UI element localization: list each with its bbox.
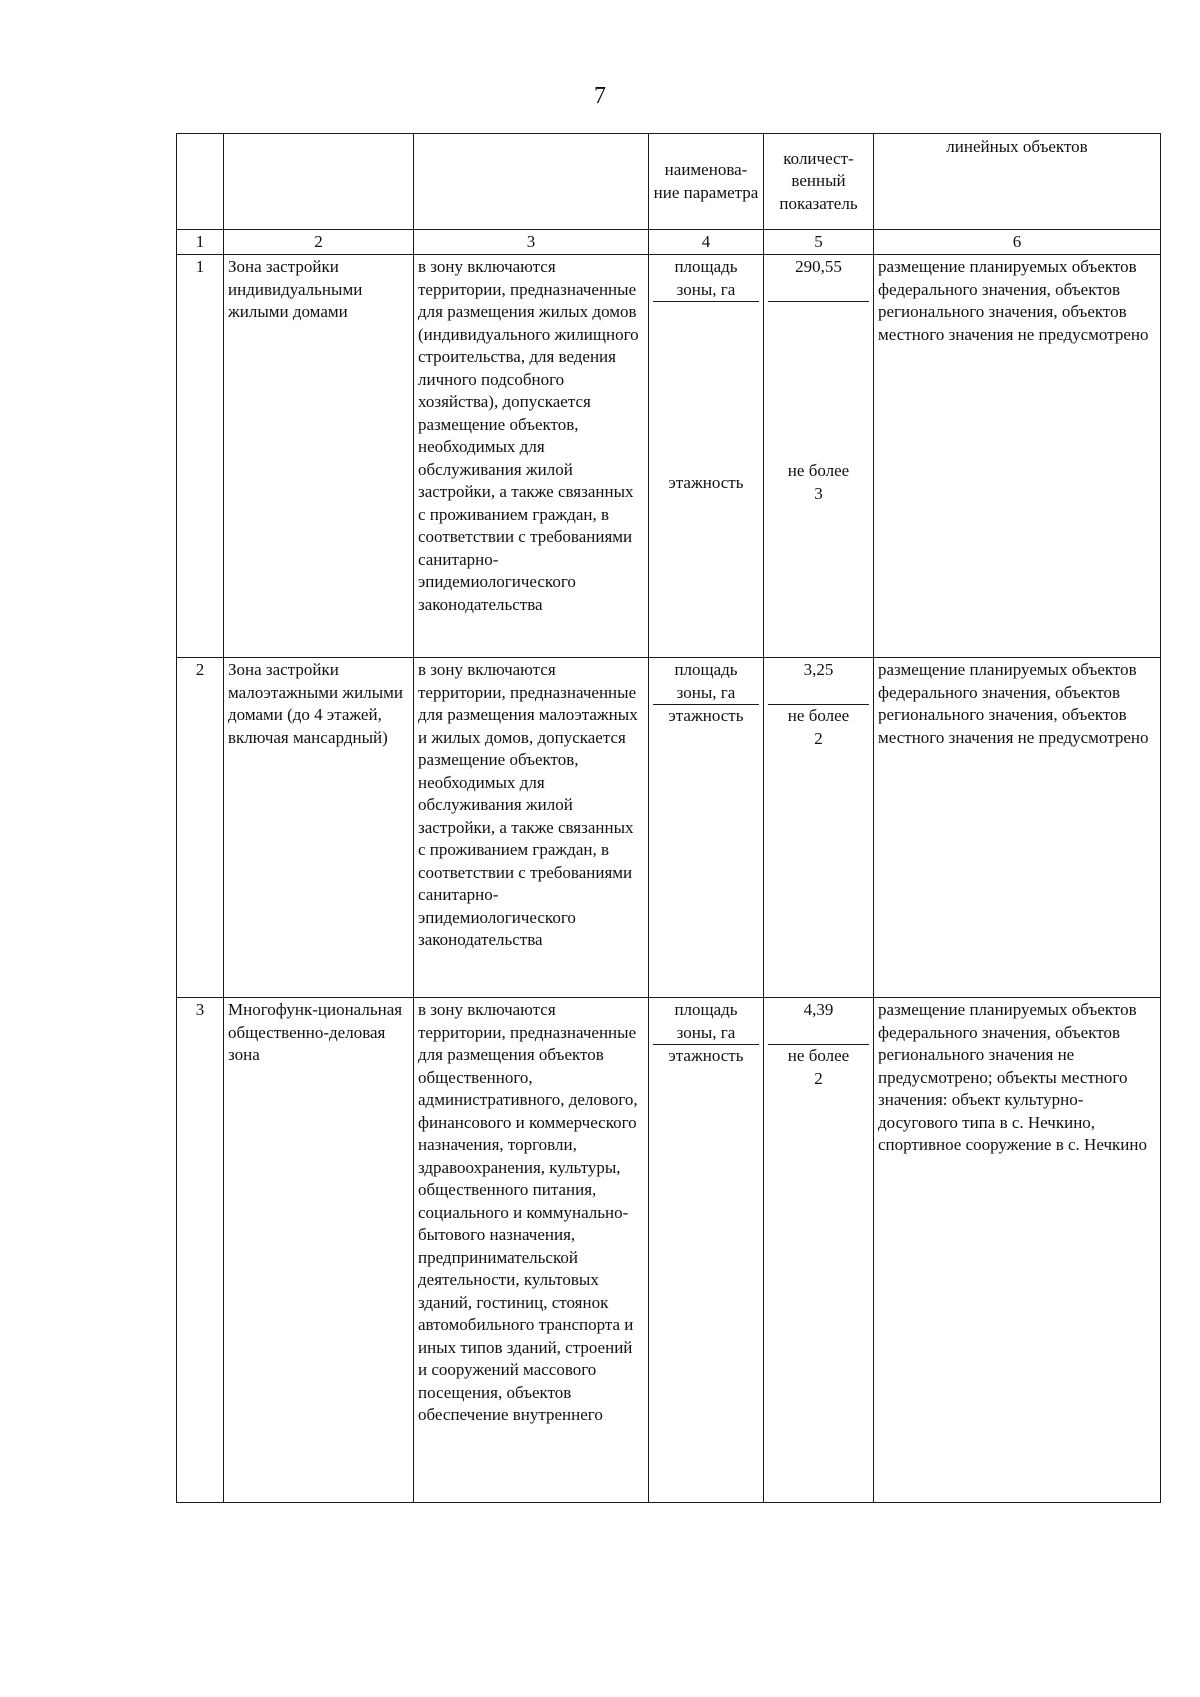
zones-table (176, 133, 1161, 1503)
column-number: 3 (414, 230, 649, 255)
planned-objects-note: размещение планируемых объектов федерального значения, объектов регионального значения, объектов местного значения не предусмотрено (874, 255, 1161, 658)
zone-name: Зона застройки малоэтажными жилыми домами (до 4 этажей, включая мансардный) (224, 658, 414, 998)
page-number: 7 (594, 83, 606, 109)
header-cell-1 (177, 134, 224, 230)
parameter-area: площадь зоны, га (653, 999, 759, 1045)
parameter-floors: этажность (668, 473, 744, 492)
value-floors: не более 3 (787, 461, 850, 503)
header-parameter-name: наименова-ние параметра (649, 134, 764, 230)
header-quantitative-value: количест-венный показатель (764, 134, 874, 230)
column-number: 1 (177, 230, 224, 255)
header-cell-2 (224, 134, 414, 230)
value-cell (764, 658, 874, 998)
planned-objects-note: размещение планируемых объектов федерального значения, объектов регионального значения не предусмотрено; объекты местного значения: объект культурно-досугового типа в с. Нечкино, спортивное сооружение в с. Нечкино (874, 998, 1161, 1503)
value-area: 4,39 (768, 999, 869, 1045)
table-row (177, 658, 1161, 998)
column-number: 2 (224, 230, 414, 255)
column-number: 4 (649, 230, 764, 255)
value-cell (764, 255, 874, 658)
table-row (177, 255, 1161, 658)
zone-description: в зону включаются территории, предназначенные для размещения малоэтажных и жилых домов, допускается размещение объектов, необходимых для обслуживания жилой застройки, а также связанных с проживанием граждан, в соответствии с требованиями санитарно-эпидемиологического законодательства (414, 658, 649, 998)
parameter-area: площадь зоны, га (653, 659, 759, 705)
table-header-row (177, 134, 1161, 230)
value-area: 290,55 (768, 256, 869, 302)
parameter-floors: этажность (668, 706, 744, 725)
table-row (177, 998, 1161, 1503)
row-number: 3 (177, 998, 224, 1503)
column-number: 5 (764, 230, 874, 255)
header-linear-objects: линейных объектов (874, 134, 1161, 230)
value-floors: не более 2 (787, 1046, 850, 1088)
zone-name: Многофунк-циональная общественно-деловая зона (224, 998, 414, 1503)
zone-description: в зону включаются территории, предназначенные для размещения объектов общественного, административного, делового, финансового и коммерческого назначения, торговли, здравоохранения, культуры, общественного питания, социального и коммунально-бытового назначения, предпринимательской деятельности, культовых зданий, гостиниц, стоянок автомобильного транспорта и иных типов зданий, строений и сооружений массового посещения, объектов обеспечение внутреннего (414, 998, 649, 1503)
parameter-cell (649, 658, 764, 998)
zone-description: в зону включаются территории, предназначенные для размещения жилых домов (индивидуального жилищного строительства, для ведения личного подсобного хозяйства), допускается размещение объектов, необходимых для обслуживания жилой застройки, а также связанных с проживанием граждан, в соответствии с требованиями санитарно-эпидемиологического законодательства (414, 255, 649, 658)
column-number: 6 (874, 230, 1161, 255)
row-number: 2 (177, 658, 224, 998)
parameter-area: площадь зоны, га (653, 256, 759, 302)
header-cell-3 (414, 134, 649, 230)
parameter-cell (649, 255, 764, 658)
zone-name: Зона застройки индивидуальными жилыми домами (224, 255, 414, 658)
value-floors: не более 2 (787, 706, 850, 748)
column-number-row (177, 230, 1161, 255)
parameter-floors: этажность (668, 1046, 744, 1065)
value-cell (764, 998, 874, 1503)
parameter-cell (649, 998, 764, 1503)
planned-objects-note: размещение планируемых объектов федерального значения, объектов регионального значения, объектов местного значения не предусмотрено (874, 658, 1161, 998)
value-area: 3,25 (768, 659, 869, 705)
row-number: 1 (177, 255, 224, 658)
